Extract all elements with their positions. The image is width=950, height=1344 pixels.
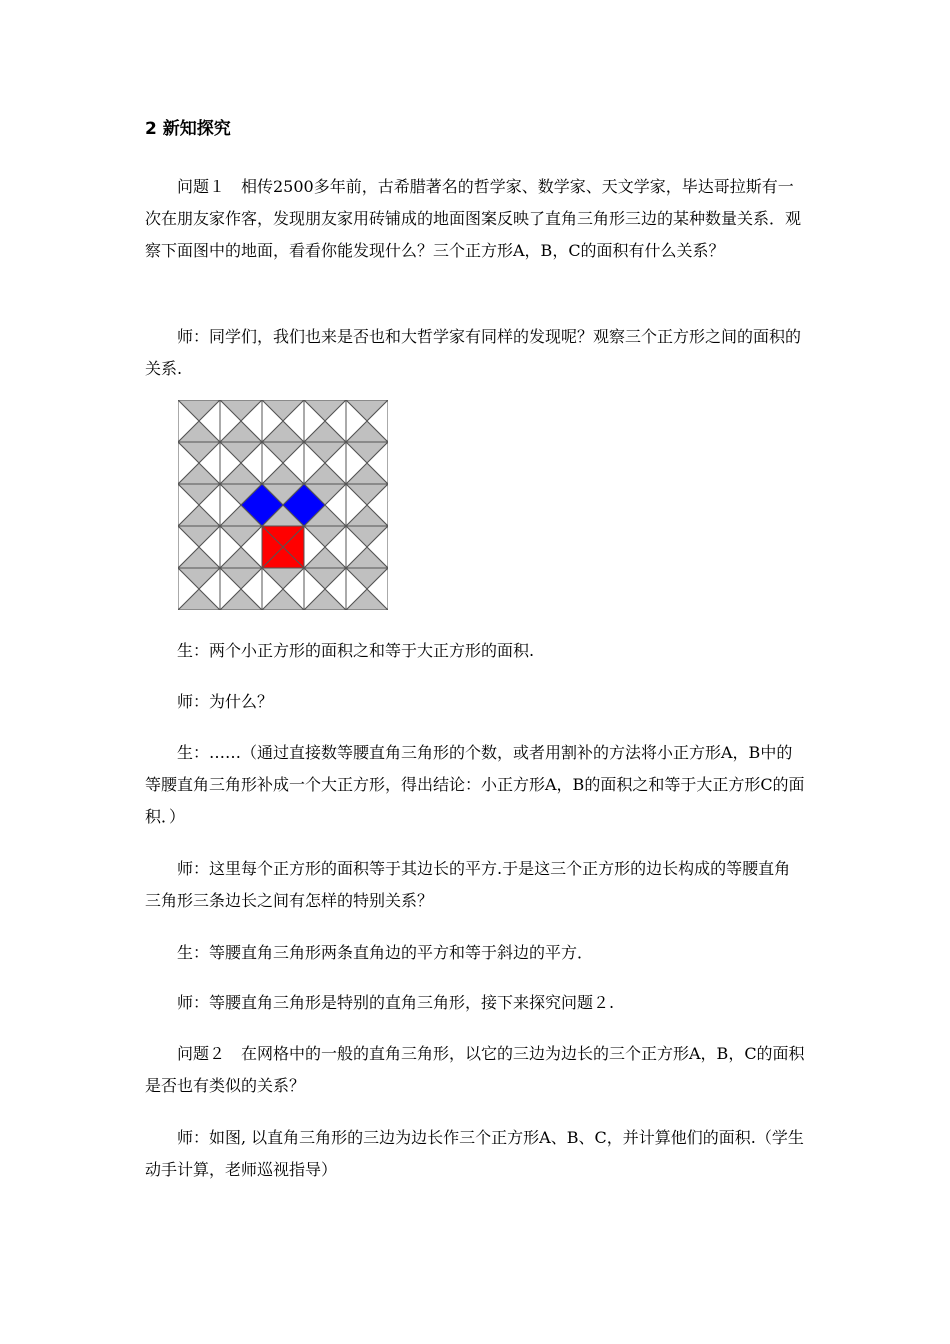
teacher-paragraph-2: 师：为什么？	[177, 692, 274, 711]
student-paragraph-2: 生：……（通过直接数等腰直角三角形的个数，或者用割补的方法将小正方形A，B中的等腰直角三角形补成一个大正方形，得出结论：小正方形A，B的面积之和等于大正方形C的面积．）	[145, 743, 805, 826]
teacher-paragraph-3: 师：这里每个正方形的面积等于其边长的平方.于是这三个正方形的边长构成的等腰直角三角形三条边长之间有怎样的特别关系？	[145, 859, 791, 910]
teacher-paragraph-5: 师：如图, 以直角三角形的三边为边长作三个正方形A、B、C，并计算他们的面积.（学生动手计算，老师巡视指导）	[145, 1128, 804, 1179]
tile-floor-svg	[178, 400, 388, 610]
question-2-paragraph: 问题２ 在网格中的一般的直角三角形，以它的三边为边长的三个正方形A，B，C的面积是否也有类似的关系？	[145, 1044, 805, 1095]
student-paragraph-1: 生：两个小正方形的面积之和等于大正方形的面积.	[177, 641, 535, 660]
section-heading: 2 新知探究	[145, 119, 231, 139]
tile-floor-figure	[178, 400, 388, 610]
question-1-paragraph: 问题１ 相传2500多年前，古希腊著名的哲学家、数学家、天文学家，毕达哥拉斯有一次在朋友家作客，发现朋友家用砖铺成的地面图案反映了直角三角形三边的某种数量关系．观察下面图中的地面，看看你能发现什么？三个正方形A，B，C的面积有什么关系？	[145, 177, 802, 260]
teacher-paragraph-1: 师：同学们，我们也来是否也和大哲学家有同样的发现呢？观察三个正方形之间的面积的关系.	[145, 327, 802, 378]
student-paragraph-3: 生：等腰直角三角形两条直角边的平方和等于斜边的平方．	[177, 943, 594, 962]
teacher-paragraph-4: 师：等腰直角三角形是特别的直角三角形，接下来探究问题２.	[177, 993, 615, 1012]
